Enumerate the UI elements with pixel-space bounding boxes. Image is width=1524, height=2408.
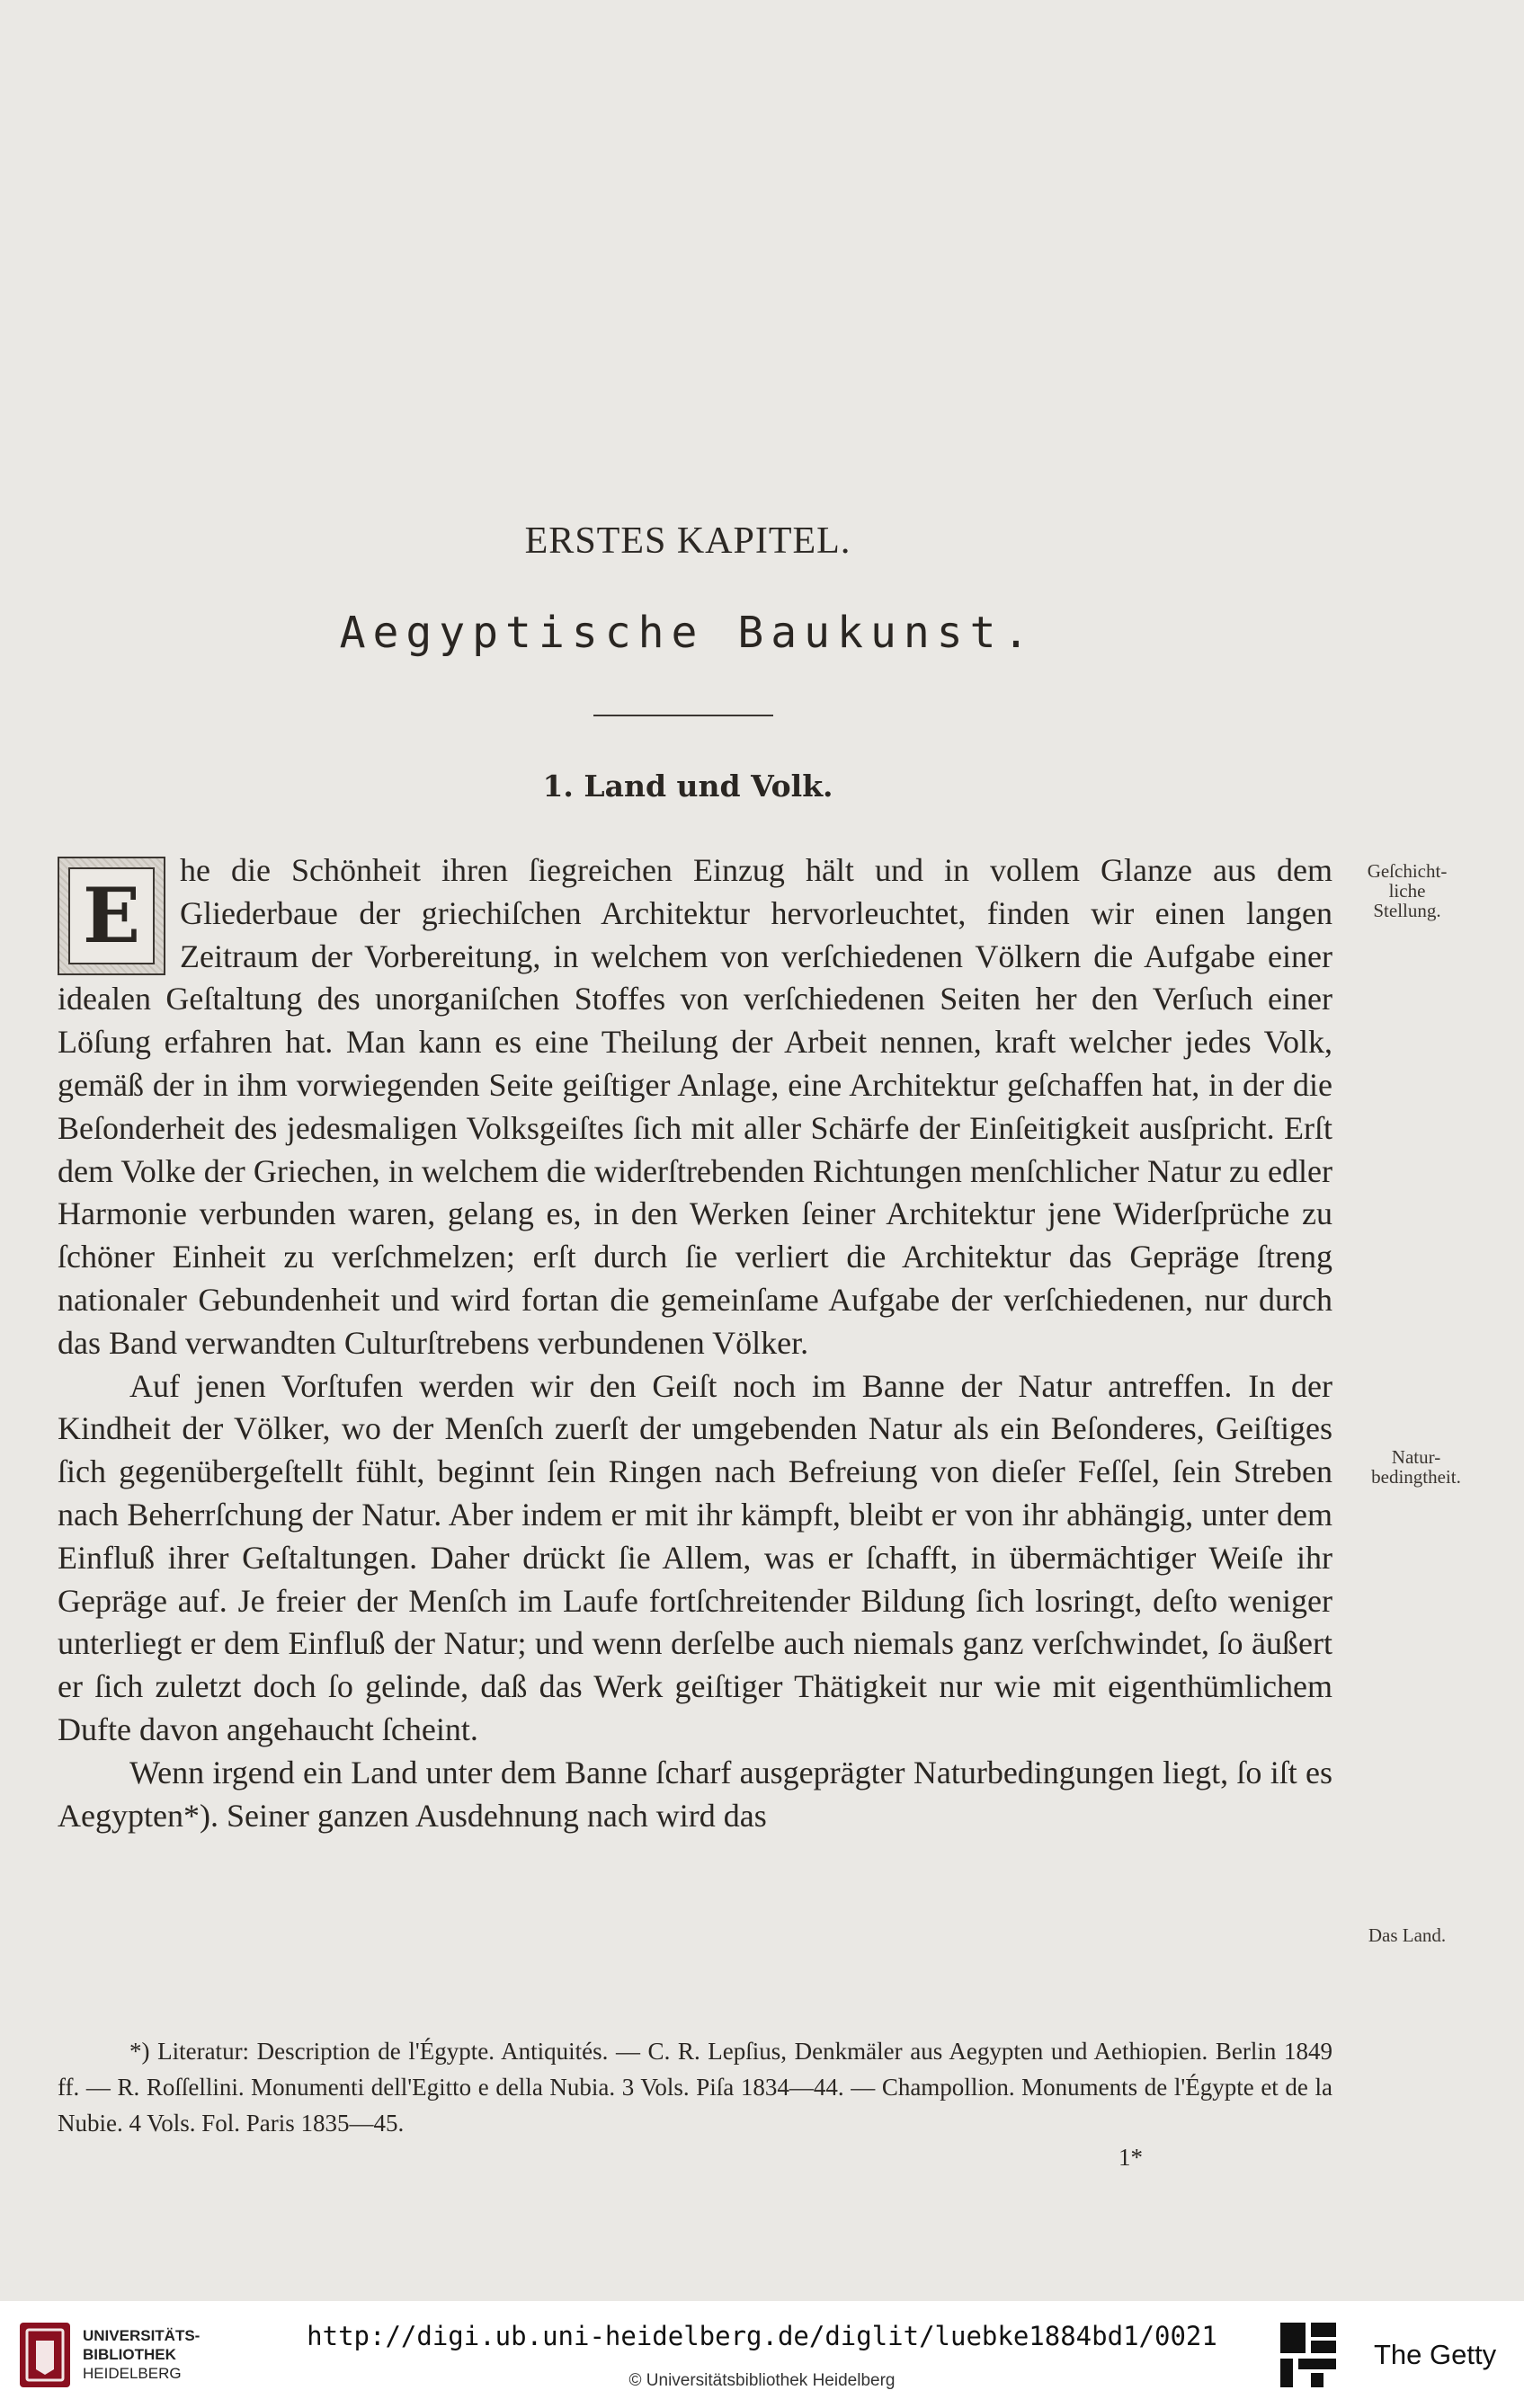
getty-name: The Getty	[1374, 2339, 1497, 2370]
margin-note-line: Natur-	[1391, 1446, 1441, 1468]
footnote: *) Literatur: Description de l'Égypte. Antiquités. — C. R. Lepſius, Denkmäler aus Aegypten und Aethiopien. Berlin 1849 ff. — R. Roſſellini. Monumenti dell'Egitto e della Nubia. 3 Vols. Piſa 1834—44. — Champollion. Monuments de l'Égypte et de la Nubie. 4 Vols. Fol. Paris 1835—45.	[58, 2038, 1332, 2137]
university-name-line: UNIVERSITÄTS-	[83, 2327, 201, 2344]
permalink-url[interactable]: http://digi.ub.uni-heidelberg.de/diglit/luebke1884bd1/0021	[307, 2321, 1217, 2351]
margin-note-naturbedingtheit	[1349, 1447, 1484, 1487]
initial-letter: E	[68, 867, 155, 964]
copyright-notice: © Universitätsbibliothek Heidelberg	[628, 2371, 896, 2390]
decorated-initial	[58, 857, 165, 975]
title-divider	[593, 715, 773, 716]
margin-note-geschichtliche-stellung	[1340, 861, 1475, 920]
margin-note-line: Stellung.	[1373, 900, 1441, 921]
paragraph-2: Auf jenen Vorſtufen werden wir den Geiſt noch im Banne der Natur antreffen. In der Kindheit der Völker, wo der Menſch zuerſt der umgebenden Natur als ein Beſonderes, Geiſtiges ſich gegenübergeſtellt fühlt, beginnt ſein Ringen nach Befreiung von dieſer Feſſel, ſein Streben nach Beherrſchung der Natur. Aber indem er mit ihr kämpft, bleibt er von ihr abhängig, unter dem Einfluß ihrer Geſtaltungen. Daher drückt ſie Allem, was er ſchafft, in übermächtiger Weiſe ihr Gepräge auf. Je freier der Menſch im Laufe fortſchreitender Bildung ſich losringt, deſto weniger unterliegt er dem Einfluß der Natur; und wenn derſelbe auch niemals ganz verſchwindet, ſo äußert er ſich zuletzt doch ſo gelinde, daß das Werk geiſtiger Thätigkeit nur wie mit eigenthümlichem Dufte davon angehaucht ſcheint.	[58, 1367, 1332, 1747]
paragraph-3: Wenn irgend ein Land unter dem Banne ſcharf ausgeprägter Naturbedingungen liegt, ſo iſt es Aegypten*). Seiner ganzen Ausdehnung nach wird das	[58, 1754, 1332, 1834]
getty-mark-icon	[1277, 2319, 1340, 2391]
university-name-line: BIBLIOTHEK	[83, 2346, 176, 2363]
section-heading: 1. Land und Volk.	[542, 769, 833, 804]
chapter-title: Aegyptische Baukunst.	[339, 608, 1037, 658]
footer-bar	[0, 2301, 1524, 2408]
signature-mark: 1*	[1118, 2144, 1143, 2171]
margin-note-line: bedingtheit.	[1371, 1466, 1461, 1488]
margin-note-line: Geſchicht-	[1367, 860, 1448, 882]
body-text	[58, 849, 1332, 1837]
margin-note-line: liche	[1388, 880, 1426, 902]
paragraph-1-text: he die Schönheit ihren ſiegreichen Einzug hält und in vollem Glanze aus dem Gliederbaue der griechiſchen Architektur hervorleuchtet, finden wir einen langen Zeitraum der Vorbereitung, in welchem von verſchiedenen Völkern die Aufgabe einer idealen Geſtaltung des unorganiſchen Stoffes von verſchiedenen Seiten her den Verſuch einer Löſung erfahren hat. Man kann es eine Theilung der Arbeit nennen, kraft welcher jedes Volk, gemäß der in ihm vorwiegenden Seite geiſtiger Anlage, eine Architektur geſchaffen hat, in der die Beſonderheit des jedesmaligen Volksgeiſtes ſich mit aller Schärfe der Einſeitigkeit ausſpricht. Erſt dem Volke der Griechen, in welchem die widerſtrebenden Richtungen menſchlicher Natur zu edler Harmonie verbunden waren, gelang es, in den Werken ſeiner Architektur jene Widerſprüche zu ſchöner Einheit zu verſchmelzen; erſt durch ſie verliert die Architektur das Gepräge ſtreng nationaler Gebundenheit und wird fortan die gemeinſame Aufgabe der verſchiedenen, nur durch das Band verwandten Culturſtrebens verbundenen Völker.	[58, 852, 1332, 1361]
university-name-line: HEIDELBERG	[83, 2365, 182, 2382]
margin-note-das-land: Das Land.	[1368, 1924, 1447, 1946]
paragraph-1	[58, 849, 1332, 1365]
chapter-label: ERSTES KAPITEL.	[524, 520, 851, 562]
